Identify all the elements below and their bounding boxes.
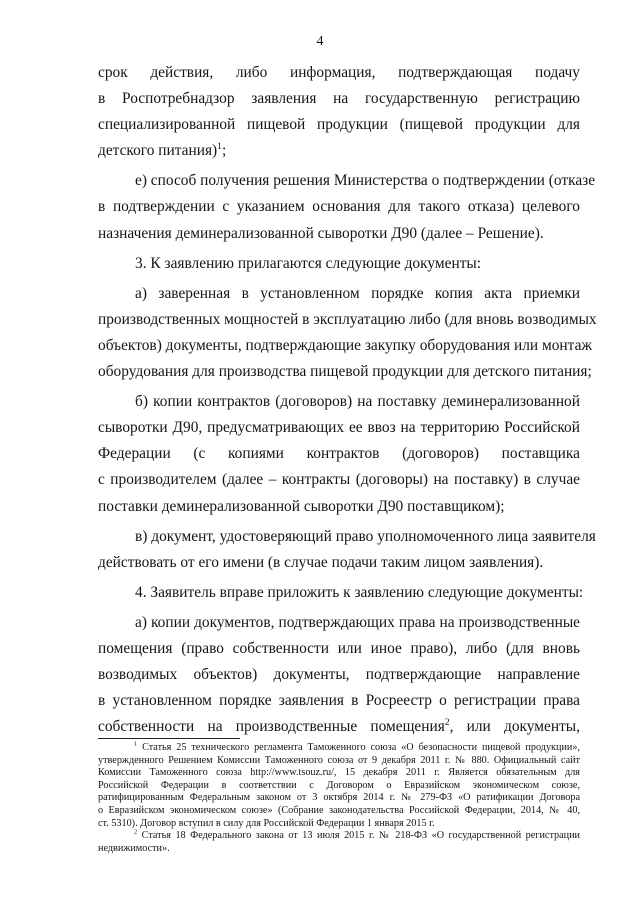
text-line: в) документ, удостоверяющий право уполномоченного лица заявителя bbox=[135, 527, 596, 545]
paragraph bbox=[98, 168, 596, 246]
paragraph bbox=[98, 60, 580, 164]
text-line: в подтверждении с указанием основания для такого отказа) целевого bbox=[98, 198, 580, 216]
text-line: действовать от его имени (в случае подачи таким лицом заявления). bbox=[98, 553, 544, 571]
text-line: в Роспотребнадзор заявления на государственную регистрацию bbox=[98, 90, 580, 108]
text-line: оборудования для производства пищевой продукции для детского питания; bbox=[98, 363, 592, 381]
footnote-line: утвержденного Решением Комиссии Таможенного союза от 9 декабря 2011 г. № 880. Официальный сайт bbox=[98, 754, 580, 766]
text-line: е) способ получения решения Министерства о подтверждении (отказе bbox=[135, 172, 596, 190]
footnote-line: ратифицированным Федеральным законом от 3 октября 2014 г. № 279-ФЗ «О ратификации Договора bbox=[98, 792, 580, 804]
footnote-separator bbox=[98, 738, 240, 739]
footnote-line: о Евразийском экономическом союзе» (Собрание законодательства Российской Федерации, 2014, № 40, bbox=[98, 804, 580, 816]
footnote-marker: 1 bbox=[217, 141, 222, 153]
footnote-line: $^2$ Статья 18 Федерального закона от 13 июля 2015 г. № 218-ФЗ «О государственной регистрации bbox=[134, 828, 580, 842]
text-line: с производителем (далее – контракты (договоры) на поставку) в случае bbox=[98, 471, 580, 489]
footnote bbox=[98, 742, 580, 830]
text-line: 3. К заявлению прилагаются следующие документы: bbox=[135, 254, 482, 272]
text-line: сыворотки Д90, предусматривающих ее ввоз на территорию Российской bbox=[98, 419, 580, 437]
paragraph bbox=[98, 281, 597, 385]
text-line: поставки деминерализованной сыворотки Д90 поставщиком); bbox=[98, 497, 505, 515]
footnote bbox=[98, 830, 580, 855]
text-line: производственных мощностей в эксплуатацию либо (для вновь возводимых bbox=[98, 310, 597, 328]
text-line: б) копии контрактов (договоров) на поставку деминерализованной bbox=[135, 393, 580, 411]
paragraph bbox=[98, 610, 580, 740]
text-line: детского питания)$^1$; bbox=[98, 141, 227, 160]
footnote-line: Комиссии Таможенного союза http://www.tsouz.ru/, 15 декабря 2011 г. Является обязательным для bbox=[98, 767, 580, 779]
text-line: Федерации (с копиями контрактов (договоров) поставщика bbox=[98, 445, 580, 463]
footnote-line: Российской Федерации в соответствии с Договором о Евразийском экономическом союзе, bbox=[98, 779, 580, 791]
footnote-marker: 2 bbox=[444, 717, 450, 729]
footnote-line: $^1$ Статья 25 технического регламента Таможенного союза «О безопасности пищевой продукции», bbox=[134, 740, 580, 753]
paragraph bbox=[98, 580, 584, 606]
text-line: специализированной пищевой продукции (пищевой продукции для bbox=[98, 116, 580, 134]
text-line: возводимых объектов) документы, подтверждающие направление bbox=[98, 666, 580, 684]
text-line: а) заверенная в установленном порядке копия акта приемки bbox=[135, 284, 580, 302]
text-line: а) копии документов, подтверждающих права на производственные bbox=[135, 613, 580, 631]
paragraph bbox=[98, 524, 596, 576]
text-line: собственности на производственные помещения$^2$, или документы, bbox=[98, 717, 580, 736]
footnote-marker: 2 bbox=[134, 828, 138, 836]
text-line: срок действия, либо информация, подтверждающая подачу bbox=[98, 64, 580, 81]
text-line: помещения (право собственности или иное право), либо (для вновь bbox=[98, 639, 580, 657]
page-number: 4 bbox=[316, 34, 324, 49]
footnote-line: недвижимости». bbox=[98, 842, 170, 854]
paragraph bbox=[98, 389, 580, 519]
text-line: в установленном порядке заявления в Росреестр о регистрации права bbox=[98, 692, 580, 710]
footnotes bbox=[98, 742, 580, 855]
text-line: 4. Заявитель вправе приложить к заявлению следующие документы: bbox=[135, 583, 584, 601]
text-line: объектов) документы, подтверждающие закупку оборудования или монтаж bbox=[98, 336, 593, 354]
text-line: назначения деминерализованной сыворотки Д90 (далее – Решение). bbox=[98, 224, 544, 242]
footnote-line: ст. 5310). Договор вступил в силу для Российской Федерации 1 января 2015 г. bbox=[98, 817, 435, 829]
paragraph bbox=[98, 251, 580, 277]
body-text bbox=[98, 60, 597, 740]
footnote-marker: 1 bbox=[134, 740, 138, 748]
